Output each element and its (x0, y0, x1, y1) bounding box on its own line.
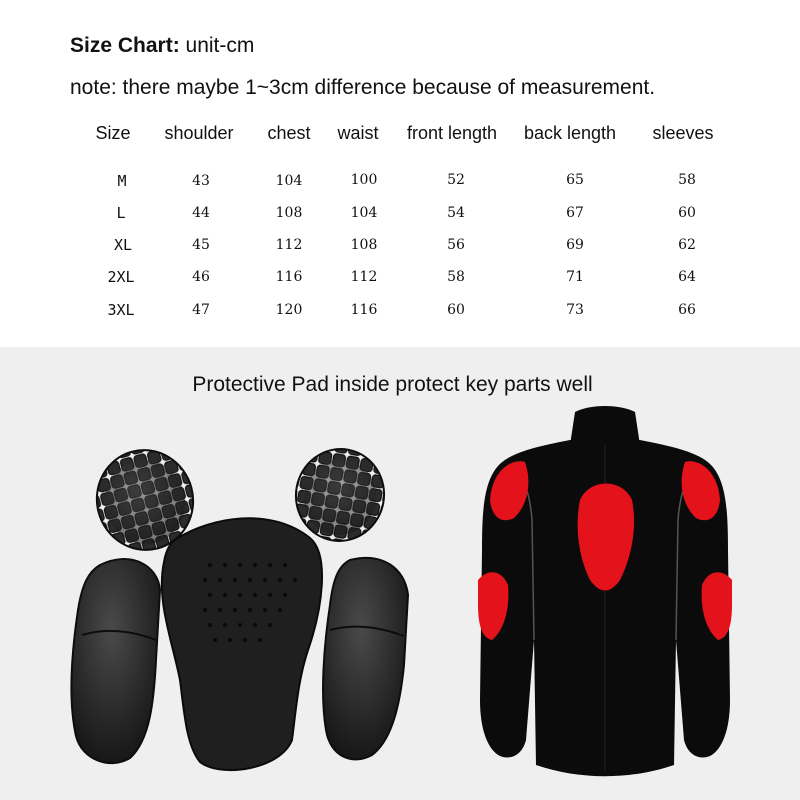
table-cell: 58 (447, 269, 465, 285)
table-cell: 69 (566, 237, 584, 253)
column-header-front-length: front length (406, 123, 498, 143)
jacket-image (470, 400, 740, 790)
column-header-back-length: back length (523, 123, 617, 143)
column-header-waist: waist (337, 123, 379, 143)
measurement-note: note: there maybe 1~3cm difference because of measurement. (70, 76, 656, 99)
table-cell: 45 (192, 237, 210, 253)
table-cell: L (116, 204, 126, 222)
table-cell: 120 (275, 302, 303, 318)
table-cell: 71 (566, 269, 584, 285)
table-cell: 104 (275, 173, 303, 189)
right-shoulder-pad (289, 442, 392, 548)
table-cell: 65 (566, 172, 584, 188)
table-cell: 64 (678, 269, 696, 285)
table-cell: M (117, 172, 127, 190)
table-cell: 116 (275, 269, 303, 285)
table-cell: 2XL (107, 268, 135, 286)
table-cell: 73 (566, 302, 584, 318)
size-chart-panel (0, 0, 800, 347)
table-cell: 54 (447, 205, 465, 221)
table-cell: 100 (350, 172, 378, 188)
protective-pad-caption: Protective Pad inside protect key parts well (192, 373, 593, 396)
table-cell: 112 (350, 269, 378, 285)
column-header-chest: chest (267, 123, 311, 143)
table-cell: 44 (192, 205, 210, 221)
table-cell: 104 (350, 205, 378, 221)
table-cell: 112 (275, 237, 303, 253)
column-header-size: Size (95, 123, 131, 143)
size-chart-title: Size Chart: unit-cm (70, 34, 255, 57)
table-cell: XL (113, 236, 133, 254)
table-cell: 3XL (107, 301, 135, 319)
table-cell: 47 (192, 302, 210, 318)
back-protector-pad (162, 518, 322, 770)
protective-pads-image (60, 440, 460, 780)
table-cell: 58 (678, 172, 696, 188)
table-cell: 62 (678, 237, 696, 253)
left-elbow-pad (72, 559, 160, 763)
table-cell: 46 (192, 269, 210, 285)
column-header-shoulder: shoulder (164, 123, 234, 143)
table-cell: 108 (350, 237, 378, 253)
table-cell: 52 (447, 172, 465, 188)
table-cell: 108 (275, 205, 303, 221)
table-cell: 67 (566, 205, 584, 221)
table-cell: 116 (350, 302, 378, 318)
table-cell: 66 (678, 302, 696, 318)
column-header-sleeves: sleeves (652, 123, 714, 143)
table-cell: 60 (447, 302, 465, 318)
table-cell: 56 (447, 237, 465, 253)
table-cell: 43 (192, 173, 210, 189)
table-cell: 60 (678, 205, 696, 221)
right-elbow-pad (323, 558, 408, 759)
